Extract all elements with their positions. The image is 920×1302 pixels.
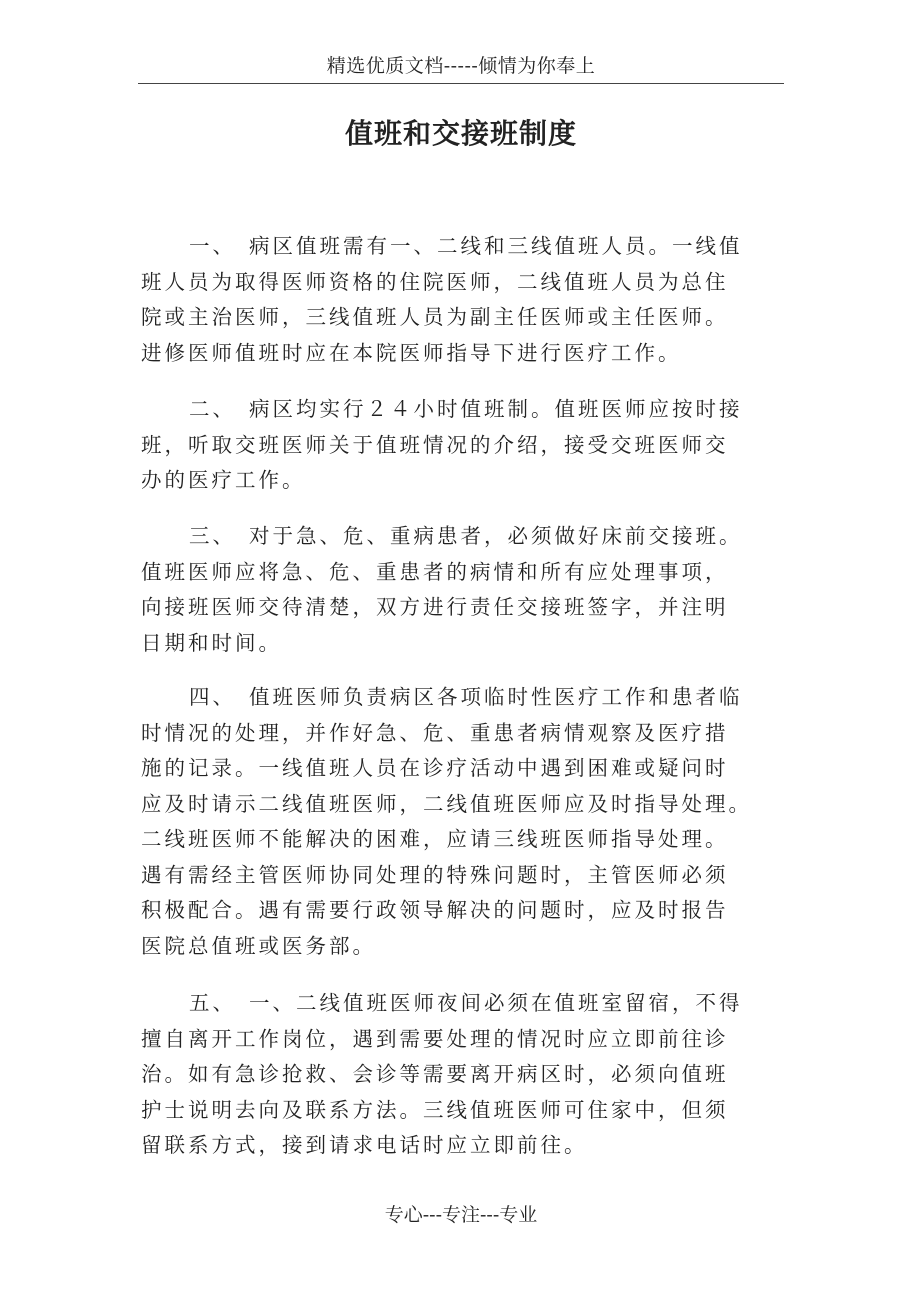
paragraph-number: 三、: [189, 524, 236, 548]
paragraph-line: 办的医疗工作。: [141, 468, 306, 492]
paragraph-line: 擅自离开工作岗位，遇到需要处理的情况时应立即前往诊: [141, 1026, 729, 1051]
paragraph-line: 四、 值班医师负责病区各项临时性医疗工作和患者临: [141, 680, 752, 716]
paragraph-line: 院或主治医师，三线值班人员为副主任医师或主任医师。: [141, 305, 729, 329]
paragraph-line: 班人员为取得医师资格的住院医师，二线值班人员为总住: [141, 269, 729, 294]
paragraph-4: [141, 680, 752, 964]
paragraph-3: [141, 519, 743, 661]
paragraph-line: 留联系方式，接到请求电话时应立即前往。: [141, 1133, 588, 1157]
paragraph-line: 时情况的处理，并作好急、危、重患者病情观察及医疗措: [141, 720, 729, 745]
paragraph-line: 二线班医师不能解决的困难，应请三线班医师指导处理。: [141, 827, 729, 851]
paragraph-line: 进修医师值班时应在本院医师指导下进行医疗工作。: [141, 340, 682, 365]
paragraph-line: 遇有需经主管医师协同处理的特殊问题时，主管医师必须: [141, 862, 729, 887]
paragraph-number: 二、: [189, 397, 236, 421]
paragraph-line: 值班医师应将急、危、重患者的病情和所有应处理事项，: [141, 559, 729, 584]
paragraph-5: [141, 986, 743, 1164]
paragraph-1: [141, 229, 743, 371]
paragraph-line: 护士说明去向及联系方法。三线值班医师可住家中，但须: [141, 1097, 729, 1122]
paragraph-2: [141, 392, 743, 499]
paragraph-line: 一、 病区值班需有一、二线和三线值班人员。一线值: [141, 229, 743, 265]
paragraph-line: 向接班医师交待清楚，双方进行责任交接班签字，并注明: [141, 595, 729, 619]
paragraph-line: 医院总值班或医务部。: [141, 933, 376, 958]
header-divider: [138, 83, 784, 84]
document-title: 值班和交接班制度: [344, 117, 577, 150]
paragraph-line: 治。如有急诊抢救、会诊等需要离开病区时，必须向值班: [141, 1062, 729, 1086]
paragraph-line: 积极配合。遇有需要行政领导解决的问题时，应及时报告: [141, 898, 729, 922]
paragraph-line: 三、 对于急、危、重病患者，必须做好床前交接班。: [141, 519, 743, 555]
paragraph-line: 应及时请示二线值班医师，二线值班医师应及时指导处理。: [141, 791, 752, 816]
paragraph-line: 二、 病区均实行２４小时值班制。值班医师应按时接: [141, 392, 743, 428]
paragraph-line: 五、 一、二线值班医师夜间必须在值班室留宿，不得: [141, 986, 743, 1022]
paragraph-number: 一、: [189, 234, 236, 258]
paragraph-number: 四、: [189, 685, 236, 709]
paragraph-line: 日期和时间。: [141, 630, 282, 655]
page-footer: 专心---专注---专业: [384, 1204, 538, 1226]
paragraph-line: 班，听取交班医师关于值班情况的介绍，接受交班医师交: [141, 432, 729, 457]
page-header: 精选优质文档-----倾情为你奉上: [326, 55, 596, 77]
paragraph-number: 五、: [189, 991, 236, 1015]
paragraph-line: 施的记录。一线值班人员在诊疗活动中遇到困难或疑问时: [141, 756, 729, 780]
